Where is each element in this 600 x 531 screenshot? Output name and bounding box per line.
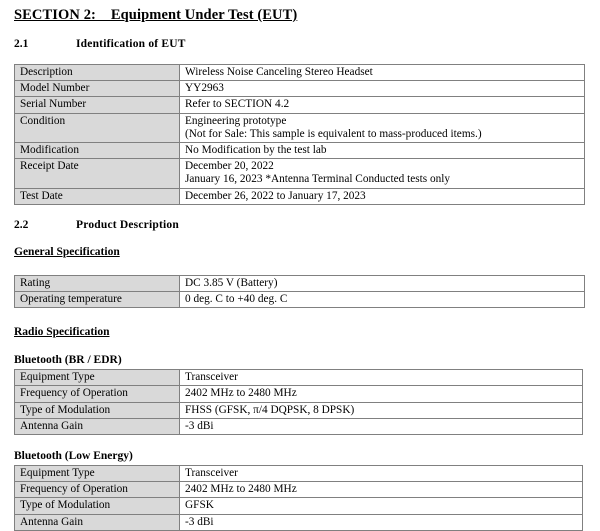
row-label: Equipment Type [15, 466, 180, 482]
row-value: 2402 MHz to 2480 MHz [180, 482, 583, 498]
general-specification-heading-wrap [14, 242, 586, 260]
row-label: Condition [15, 113, 180, 142]
table-row [15, 466, 583, 482]
row-value-line1: No Modification by the test lab [185, 144, 327, 157]
row-label: Antenna Gain [15, 514, 180, 530]
bluetooth-br-edr-heading: Bluetooth (BR / EDR) [14, 354, 122, 367]
row-label: Modification [15, 143, 180, 159]
general-specification-table-body [15, 275, 585, 307]
row-value: FHSS (GFSK, π/4 DQPSK, 8 DPSK) [180, 402, 583, 418]
row-label: Type of Modulation [15, 498, 180, 514]
row-value-line1: YY2963 [185, 82, 224, 95]
row-value-line2: January 16, 2023 *Antenna Terminal Conducted tests only [185, 173, 451, 186]
row-value: Transceiver [180, 370, 583, 386]
row-value: DC 3.85 V (Battery) [180, 275, 585, 291]
subsection-heading-2-1 [14, 37, 586, 51]
row-label: Frequency of Operation [15, 482, 180, 498]
row-label: Rating [15, 275, 180, 291]
table-row [15, 143, 585, 159]
row-value [180, 97, 585, 113]
subsection-label: Product Description [76, 218, 179, 231]
row-label: Test Date [15, 188, 180, 204]
subsection-number: 2.2 [14, 218, 29, 231]
row-value: 0 deg. C to +40 deg. C [180, 292, 585, 308]
row-value: GFSK [180, 498, 583, 514]
spacer [14, 260, 586, 275]
page-title: SECTION 2: Equipment Under Test (EUT) [14, 7, 298, 23]
row-label: Receipt Date [15, 159, 180, 188]
table-row [15, 97, 585, 113]
row-value: -3 dBi [180, 514, 583, 530]
table-row [15, 386, 583, 402]
spacer [14, 308, 586, 322]
row-label: Serial Number [15, 97, 180, 113]
row-value-line1: Wireless Noise Canceling Stereo Headset [185, 66, 373, 78]
table-row [15, 418, 583, 434]
bluetooth-low-energy-table [14, 465, 583, 531]
table-row [15, 292, 585, 308]
row-label: Type of Modulation [15, 402, 180, 418]
row-label: Operating temperature [15, 292, 180, 308]
identification-table [14, 64, 585, 205]
subsection-number: 2.1 [14, 38, 29, 50]
row-value [180, 81, 585, 97]
row-value-line2: (Not for Sale: This sample is equivalent to mass-produced items.) [185, 127, 482, 140]
row-value: 2402 MHz to 2480 MHz [180, 386, 583, 402]
bluetooth-br-edr-table-body [15, 370, 583, 435]
row-value: -3 dBi [180, 418, 583, 434]
spacer [14, 435, 586, 449]
row-value-line1: Refer to SECTION 4.2 [185, 98, 290, 111]
row-value [180, 188, 585, 204]
bluetooth-low-energy-table-body [15, 466, 583, 531]
radio-specification-heading-wrap [14, 322, 586, 340]
table-row [15, 402, 583, 418]
general-specification-heading: General Specification [14, 245, 120, 258]
row-label: Antenna Gain [15, 418, 180, 434]
row-value [180, 113, 585, 142]
row-value-line1: December 20, 2022 [185, 160, 274, 173]
table-row [15, 370, 583, 386]
table-row [15, 65, 585, 81]
bluetooth-low-energy-heading: Bluetooth (Low Energy) [14, 450, 133, 463]
table-row [15, 188, 585, 204]
spacer [14, 340, 586, 353]
table-row [15, 81, 585, 97]
row-value [180, 65, 585, 81]
table-row [15, 498, 583, 514]
table-row [15, 113, 585, 142]
row-value-line1: Engineering prototype [185, 114, 287, 127]
table-row [15, 275, 585, 291]
subsection-label: Identification of EUT [76, 38, 186, 50]
row-label: Description [15, 65, 180, 81]
spacer [14, 205, 586, 218]
identification-table-body [15, 65, 585, 205]
row-value [180, 159, 585, 188]
table-row [15, 159, 585, 188]
radio-specification-heading: Radio Specification [14, 326, 110, 339]
row-label: Frequency of Operation [15, 386, 180, 402]
table-row [15, 514, 583, 530]
spacer [14, 51, 586, 64]
bluetooth-br-edr-table [14, 369, 583, 435]
general-specification-table [14, 275, 585, 308]
table-row [15, 482, 583, 498]
row-value: Transceiver [180, 466, 583, 482]
row-value-line1: December 26, 2022 to January 17, 2023 [185, 189, 366, 202]
subsection-heading-2-2 [14, 218, 586, 232]
spacer [14, 232, 586, 242]
row-label: Model Number [15, 81, 180, 97]
spacer [14, 24, 586, 37]
row-label: Equipment Type [15, 370, 180, 386]
row-value [180, 143, 585, 159]
